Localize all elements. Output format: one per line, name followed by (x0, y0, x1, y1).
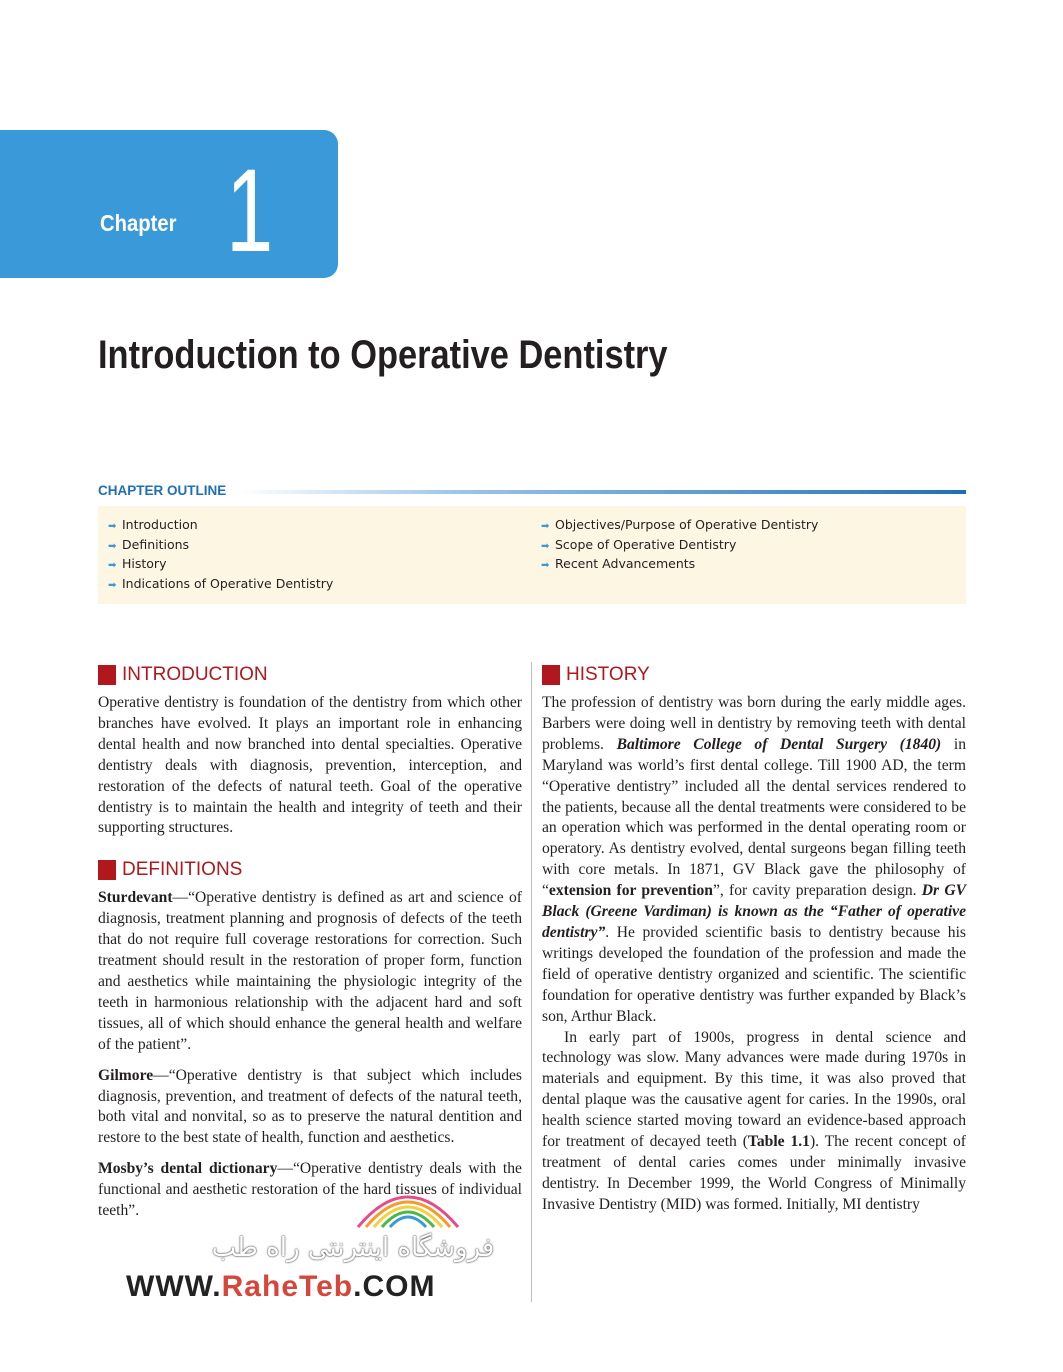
section-marker-icon (542, 665, 560, 685)
outline-rule (238, 490, 966, 494)
outline-item[interactable]: ➡ Indications of Operative Dentistry (98, 575, 333, 595)
chapter-title: Introduction to Operative Dentistry (98, 333, 668, 377)
arrow-bullet-icon: ➡ (108, 560, 117, 572)
column-divider (531, 662, 532, 1302)
section-marker-icon (98, 860, 116, 880)
arrow-bullet-icon: ➡ (541, 540, 550, 552)
arrow-bullet-icon: ➡ (108, 521, 117, 532)
outline-item[interactable]: ➡ Definitions (98, 536, 333, 556)
chapter-outline-heading: CHAPTER OUTLINE (98, 483, 227, 498)
outline-item[interactable]: ➡ History (98, 555, 333, 575)
arrow-bullet-icon: ➡ (541, 521, 550, 532)
watermark-url: WWW.RaheTeb.COM (126, 1270, 436, 1303)
left-column (98, 662, 522, 1222)
history-paragraph: The profession of dentistry was born during the early middle ages. Barbers were doing well in dentistry by removing teeth with dental problems. Baltimore College of Dental Surgery (1840) in Maryland was world’s first dental college. Till 1900 AD, the term “Operative dentistry” included all the dental services rendered to the patients, because all the dental treatments were considered to be an operation which was performed in the dental operating room or operatory. As dentistry evolved, dental surgeons began filling teeth with core metals. In 1871, GV Black gave the philosophy of “extension for prevention”, for cavity preparation design. Dr GV Black (Greene Vardiman) is known as the “Father of operative dentistry”. He provided scientific basis to dentistry because his writings developed the foundation of the profession and made the field of operative dentistry organized and scientific. The scientific foundation for operative dentistry was further expanded by Black’s son, Arthur Black. (542, 694, 967, 1025)
chapter-label: Chapter (100, 210, 177, 236)
chapter-number: 1 (226, 145, 274, 277)
outline-right-list (531, 516, 818, 575)
outline-item[interactable]: ➡ Objectives/Purpose of Operative Dentistry (531, 516, 818, 536)
watermark-logo (338, 1172, 478, 1232)
introduction-heading: INTRODUCTION (98, 662, 522, 688)
chapter-tab (0, 130, 338, 278)
definition-paragraph: Mosby’s dental dictionary—“Operative dentistry deals with the functional and aesthetic restoration of the hard tissues of individual teeth”. (98, 1160, 522, 1220)
outline-item[interactable]: ➡ Scope of Operative Dentistry (531, 536, 818, 556)
definition-paragraph: Gilmore—“Operative dentistry is that subject which includes diagnosis, prevention, and treatment of defects of the natural teeth, both vital and nonvital, so as to preserve the natural dentition and restore to the best state of health, function and aesthetics. (98, 1066, 522, 1147)
introduction-paragraph: Operative dentistry is foundation of the dentistry from which other branches have evolved. It plays an important role in enhancing dental health and now branched into dental specialties. Operative dentistry deals with diagnosis, prevention, interception, and restoration of the defects of natural teeth. Goal of the operative dentistry is to maintain the health and integrity of teeth and their supporting structures. (98, 694, 522, 837)
section-marker-icon (98, 665, 116, 685)
watermark-persian-text: فروشگاه اینترنتی راه طب (211, 1233, 495, 1263)
arrow-bullet-icon: ➡ (108, 580, 117, 592)
table-reference[interactable]: Table 1.1 (747, 1133, 810, 1151)
outline-left-list (98, 516, 333, 595)
history-heading: HISTORY (542, 662, 966, 688)
definition-term: Sturdevant (98, 889, 173, 907)
definition-term: Gilmore (98, 1066, 154, 1084)
arrow-bullet-icon: ➡ (108, 540, 117, 552)
definition-term: Mosby’s dental dictionary (98, 1160, 278, 1178)
outline-item[interactable]: ➡ Recent Advancements (531, 555, 818, 575)
chapter-outline-box (98, 506, 966, 604)
right-column (542, 662, 966, 1216)
arrow-bullet-icon: ➡ (541, 560, 550, 572)
definition-paragraph: Sturdevant—“Operative dentistry is defined as art and science of diagnosis, treatment planning and prognosis of defects of the teeth that do not require full coverage restorations for correction. Such treatment should result in the restoration of proper form, function and aesthetics while maintaining the physiologic integrity of the teeth in harmonious relationship with the adjacent hard and soft tissues, all of which should enhance the general health and welfare of the patient”. (98, 889, 522, 1053)
definitions-heading: DEFINITIONS (98, 857, 522, 883)
outline-item[interactable]: ➡ Introduction (98, 516, 333, 536)
history-paragraph: In early part of 1900s, progress in dental science and technology was slow. Many advances were made during 1970s in materials and equipment. By this time, it was also proved that dental plaque was the causative agent for caries. In the 1990s, oral health science started moving toward an evidence-based approach for treatment of decayed teeth (Table 1.1). The recent concept of treatment of dental caries comes under minimally invasive dentistry. In December 1999, the World Congress of Minimally Invasive Dentistry (MID) was formed. Initially, MI dentistry (542, 1028, 966, 1213)
